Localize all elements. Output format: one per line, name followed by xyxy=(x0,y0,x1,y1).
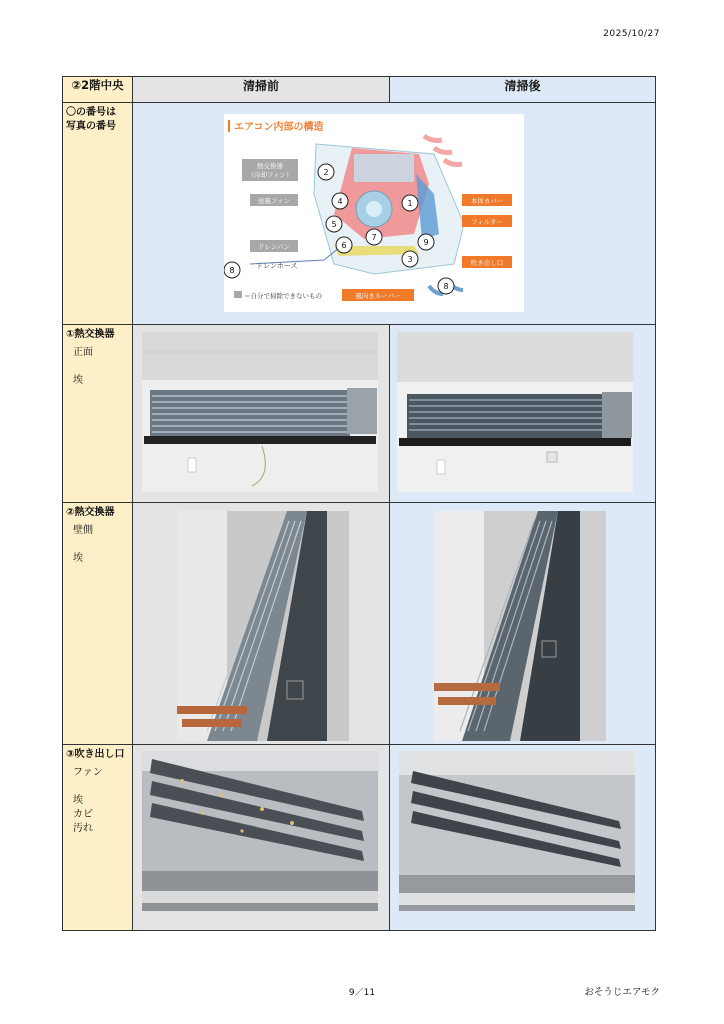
diagram-label-drain-hose: ドレンホース xyxy=(256,262,298,270)
diagram-label-louver: 風向きルーバー xyxy=(355,292,401,300)
row-3-before-cell xyxy=(133,745,390,931)
diagram-title: エアコン内部の構造 xyxy=(234,122,324,133)
table-header-row xyxy=(63,77,656,103)
row-3-title: ③吹き出し口 xyxy=(66,749,125,760)
diagram-number-6: 6 xyxy=(341,241,347,250)
row-3-label-cell xyxy=(63,745,133,931)
diagram-number-5: 5 xyxy=(331,220,337,229)
company-name: おそうじエアモク xyxy=(584,987,660,998)
page-number: 9／11 xyxy=(348,988,376,998)
row-3-note: ファン xyxy=(73,767,103,778)
row-2-note: 埃 xyxy=(73,553,83,564)
row-2-after-photo xyxy=(434,511,606,741)
diagram-number-8-louver: 8 xyxy=(443,282,449,291)
diagram-legend: ＝自分で掃除できないもの xyxy=(244,292,322,300)
row-1-before-photo xyxy=(142,332,378,492)
row-2-note: 壁側 xyxy=(73,525,93,536)
diagram-label-cover: 本体カバー xyxy=(470,197,504,205)
diagram-row-label: 〇の番号は 写真の番号 xyxy=(66,107,116,132)
report-row-3 xyxy=(63,745,656,931)
diagram-number-4: 4 xyxy=(337,197,343,206)
diagram-number-7: 7 xyxy=(371,233,377,242)
report-row-1 xyxy=(63,325,656,503)
diagram-label-fan: 送風ファン xyxy=(257,197,291,205)
diagram-number-9: 9 xyxy=(423,238,429,247)
diagram-cell xyxy=(133,103,656,325)
row-3-before-photo xyxy=(142,751,378,911)
row-1-after-cell xyxy=(390,325,656,503)
row-1-label-cell xyxy=(63,325,133,503)
row-2-label-cell xyxy=(63,503,133,745)
row-1-notes xyxy=(63,342,132,388)
aircon-structure-diagram xyxy=(224,114,524,312)
row-2-before-photo xyxy=(177,511,349,741)
diagram-row-label-cell xyxy=(63,103,133,325)
diagram-number-8: 8 xyxy=(229,266,235,275)
row-3-after-cell xyxy=(390,745,656,931)
row-1-note: 埃 xyxy=(73,375,83,386)
row-3-notes xyxy=(63,762,132,836)
row-3-note: 汚れ xyxy=(73,823,93,834)
row-2-after-cell xyxy=(390,503,656,745)
row-3-after-photo xyxy=(399,751,635,911)
row-3-note: カビ xyxy=(73,809,93,820)
diagram-label-drain-pan: ドレンパン xyxy=(258,243,290,251)
report-row-2 xyxy=(63,503,656,745)
row-2-notes xyxy=(63,520,132,566)
after-header: 清掃後 xyxy=(390,77,656,103)
diagram-label-heat-exchanger: 熱交換器（冷却フィン） xyxy=(247,162,293,179)
row-1-before-cell xyxy=(133,325,390,503)
row-1-title: ①熱交換器 xyxy=(66,329,115,340)
location-header: ②2階中央 xyxy=(63,77,133,103)
before-header: 清掃前 xyxy=(133,77,390,103)
row-2-before-cell xyxy=(133,503,390,745)
row-2-title: ②熱交換器 xyxy=(66,507,115,518)
diagram-number-3: 3 xyxy=(407,255,413,264)
row-1-note xyxy=(73,360,132,374)
row-1-after-photo xyxy=(397,332,633,492)
diagram-label-outlet: 吹き出し口 xyxy=(470,259,504,267)
row-1-note: 正面 xyxy=(73,347,93,358)
diagram-number-1: 1 xyxy=(407,199,413,208)
row-2-note xyxy=(73,538,132,552)
diagram-number-2: 2 xyxy=(323,168,329,177)
diagram-row xyxy=(63,103,656,325)
diagram-label-filter: フィルター xyxy=(471,218,503,226)
cleaning-report-table xyxy=(62,76,656,931)
report-date: 2025/10/27 xyxy=(603,29,660,39)
row-3-note: 埃 xyxy=(73,795,83,806)
row-3-note xyxy=(73,780,132,794)
